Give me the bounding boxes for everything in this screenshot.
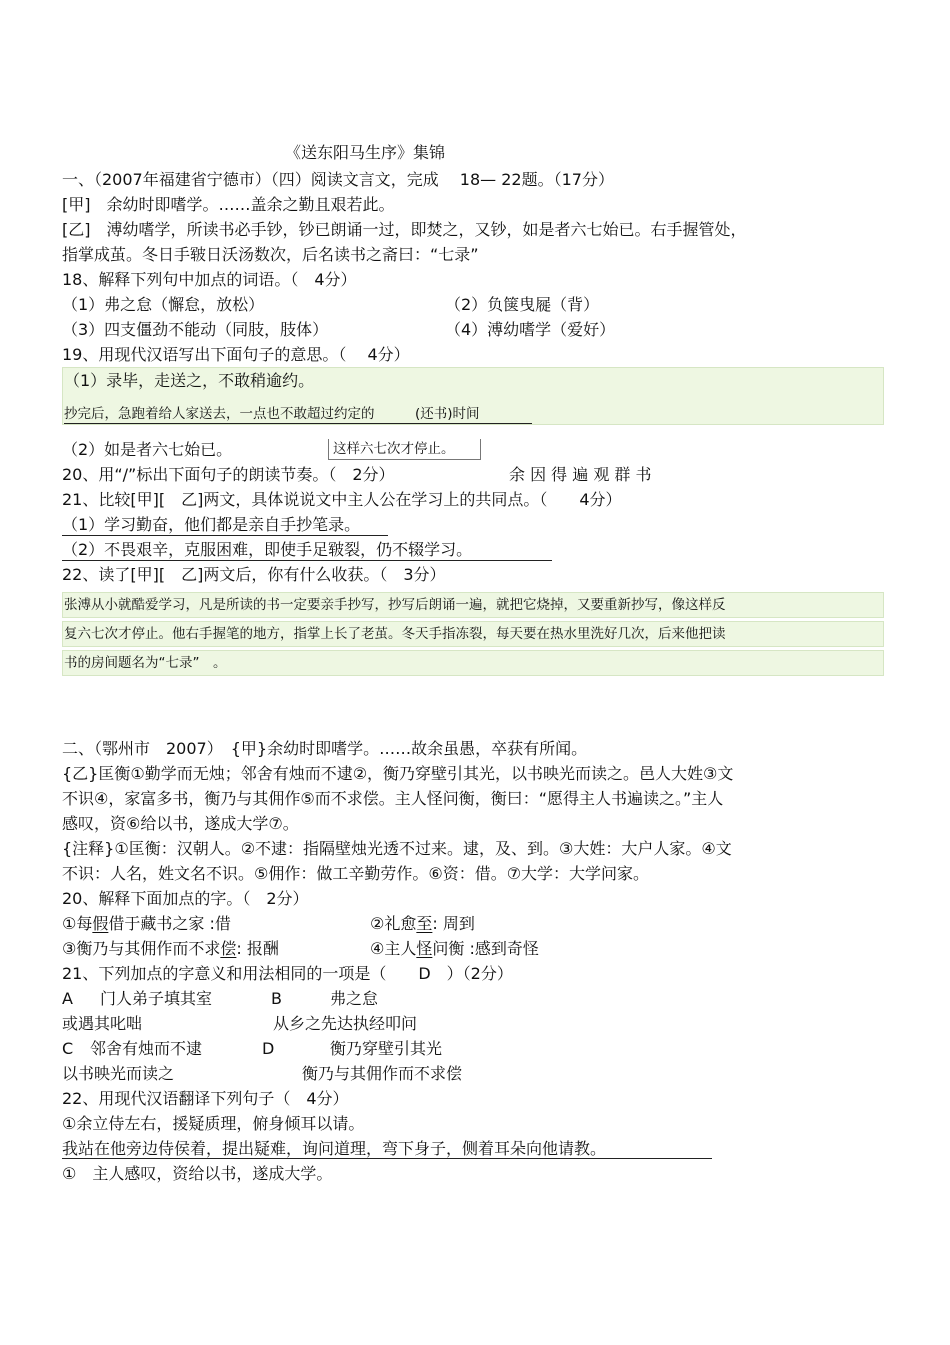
s2-question-22-item-2: ① 主人感叹，资给以书，遂成大学。 (62, 1164, 333, 1183)
question-18: 18、解释下列句中加点的词语。（ 4分） (62, 270, 357, 289)
s2-question-21: 21、下列加点的字意义和用法相同的一项是（ D ）（2分） (62, 964, 513, 983)
section-1-heading: 一、（2007年福建省宁德市）（四）阅读文言文，完成 18— 22题。（17分） (62, 170, 614, 189)
s2-question-22-answer-underline (62, 1158, 712, 1159)
question-19-item-2-answer: 这样六七次才停止。 (328, 439, 481, 460)
question-22-answer-line-1: 张溥从小就酷爱学习，凡是所读的书一定要亲手抄写，抄写后朗诵一遍，就把它烧掉，又要重新抄写，像这样反 (64, 597, 726, 613)
section-1-passage-jia: [甲] 余幼时即嗜学。……盖余之勤且艰若此。 (62, 195, 395, 214)
question-21-answer-1: （1）学习勤奋，他们都是亲自手抄笔录。 (62, 515, 361, 534)
section-2-passage-yi-line-1: {乙}匡衡①勤学而无烛；邻舍有烛而不逮②，衡乃穿壁引其光，以书映光而读之。邑人大姓③文 (62, 764, 734, 783)
question-21-answer-2: （2）不畏艰辛，克服困难，即使手足皲裂，仍不辍学习。 (62, 540, 473, 559)
s2-question-20-answer-3: ③衡乃与其佣作而不求偿: 报酬 (62, 939, 279, 958)
section-1-passage-yi-line-2: 指掌成茧。冬日手皲日沃汤数次，后名读书之斋曰：“七录” (62, 245, 479, 264)
section-2-passage-yi-line-3: 感叹，资⑥给以书，遂成大学⑦。 (62, 814, 299, 833)
question-19-item-2: （2）如是者六七始已。 (62, 440, 233, 459)
section-2-notes-line-2: 不识：人名，姓文名不识。⑤佣作：做工辛勤劳作。⑥资：借。⑦大学：大学问家。 (62, 864, 650, 883)
section-2-notes-line-1: {注释}①匡衡：汉朝人。②不逮：指隔壁烛光透不过来。逮，及、到。③大姓：大户人家。④文 (62, 839, 732, 858)
question-20-sentence: 余 因 得 遍 观 群 书 (509, 465, 652, 484)
question-19: 19、用现代汉语写出下面句子的意思。（ 4分） (62, 345, 410, 364)
s2-question-20-answer-4: ④主人怪问衡 :感到奇怪 (370, 939, 539, 958)
question-20: 20、用“/”标出下面句子的朗读节奏。（ 2分） (62, 465, 395, 484)
s2-question-21-option-c-line-1: 邻舍有烛而不逮 (90, 1039, 203, 1058)
s2-question-21-option-d-line-2: 衡乃与其佣作而不求偿 (302, 1064, 463, 1083)
s2-question-22-item-1: ①余立侍左右，援疑质理，俯身倾耳以请。 (62, 1114, 365, 1133)
question-22-answer-line-3: 书的房间题名为“七录” 。 (64, 655, 227, 671)
question-18-answer-4: （4）溥幼嗜学（爱好） (445, 320, 616, 339)
question-21-answer-2-underline (62, 560, 552, 561)
s2-question-21-option-d-line-1: 衡乃穿壁引其光 (330, 1039, 443, 1058)
question-19-item-1: （1）录毕，走送之，不敢稍逾约。 (64, 371, 315, 390)
question-18-answer-2: （2）负箧曳屣（背） (445, 295, 600, 314)
section-2-heading: 二、（鄂州市 2007） {甲}余幼时即嗜学。……故余虽愚，卒获有所闻。 (62, 739, 588, 758)
question-21: 21、比较[甲][ 乙]两文，具体说说文中主人公在学习上的共同点。（ 4分） (62, 490, 622, 509)
section-1-passage-yi-line-1: [乙] 溥幼嗜学，所读书必手钞，钞已朗诵一过，即焚之，又钞，如是者六七始已。右手握管处， (62, 220, 747, 239)
s2-question-21-option-b-line-2: 从乡之先达执经叩问 (273, 1014, 418, 1033)
s2-question-21-option-a-label: A (62, 989, 73, 1008)
s2-question-22-item-1-answer: 我站在他旁边侍侯着，提出疑难，询问道理，弯下身子，侧着耳朵向他请教。 (62, 1139, 607, 1158)
question-19-answer-underline (64, 423, 532, 424)
question-18-answer-1: （1）弗之怠（懈怠，放松） (62, 295, 265, 314)
s2-question-21-option-d-label: D (262, 1039, 275, 1058)
s2-question-20: 20、解释下面加点的字。（ 2分） (62, 889, 309, 908)
question-22: 22、读了[甲][ 乙]两文后，你有什么收获。（ 3分） (62, 565, 446, 584)
section-2-passage-yi-line-2: 不识④，家富多书，衡乃与其佣作⑤而不求偿。主人怪问衡，衡曰：“愿得主人书遍读之。”主人 (62, 789, 724, 808)
s2-question-21-option-c-label: C (62, 1039, 74, 1058)
s2-question-21-option-a-line-1: 门人弟子填其室 (100, 989, 213, 1008)
question-18-answer-3: （3）四支僵劲不能动（同肢，肢体） (62, 320, 329, 339)
s2-question-20-answer-1: ①每假借于藏书之家 :借 (62, 914, 231, 933)
question-19-item-1-answer: 抄完后，急跑着给人家送去，一点也不敢超过约定的 (还书)时间 (64, 406, 480, 422)
s2-question-21-option-b-label: B (271, 989, 282, 1008)
s2-question-21-option-b-line-1: 弗之怠 (330, 989, 379, 1008)
question-22-answer-line-2: 复六七次才停止。他右手握笔的地方，指掌上长了老茧。冬天手指冻裂，每天要在热水里洗好几次，后来他把读 (64, 626, 726, 642)
page-title: 《送东阳马生序》集锦 (285, 143, 446, 162)
s2-question-21-option-a-line-2: 或遇其叱咄 (62, 1014, 143, 1033)
s2-question-22: 22、用现代汉语翻译下列句子（ 4分） (62, 1089, 349, 1108)
s2-question-20-answer-2: ②礼愈至: 周到 (370, 914, 475, 933)
s2-question-21-option-c-line-2: 以书映光而读之 (62, 1064, 175, 1083)
question-21-answer-1-underline (62, 535, 388, 536)
